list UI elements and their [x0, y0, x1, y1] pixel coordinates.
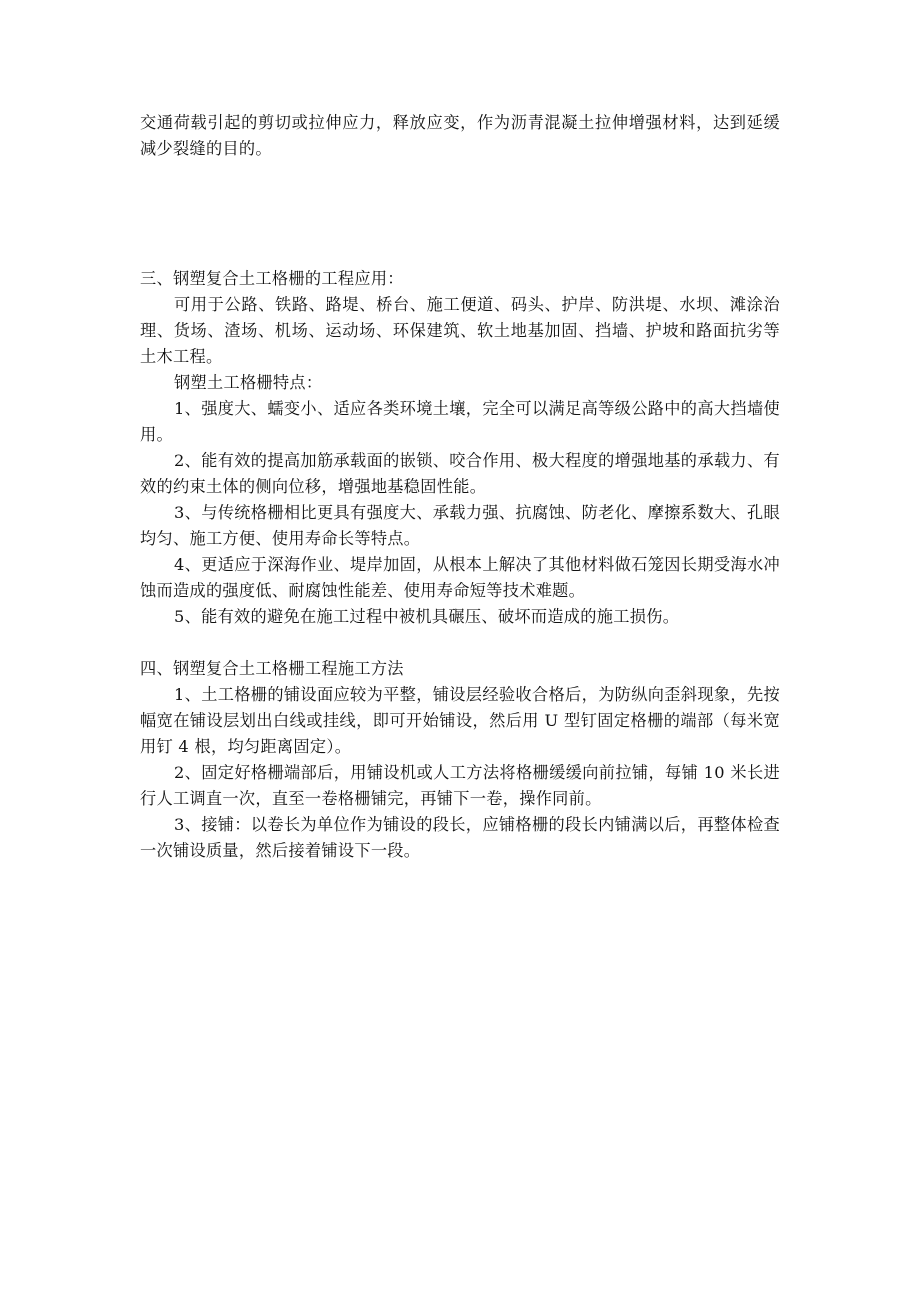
application-paragraph: 可用于公路、铁路、路堤、桥台、施工便道、码头、护岸、防洪堤、水坝、滩涂治理、货场、渣场、机场、运动场、环保建筑、软土地基加固、挡墙、护坡和路面抗劣等土木工程。: [140, 295, 780, 366]
section-gap: [140, 162, 780, 266]
step-item-3: 3、接铺：以卷长为单位作为铺设的段长，应铺格栅的段长内铺满以后，再整体检查一次铺设质量，然后接着铺设下一段。: [140, 815, 780, 860]
feature-item-1: 1、强度大、蠕变小、适应各类环境土壤，完全可以满足高等级公路中的高大挡墙使用。: [140, 399, 780, 444]
feature-item-2: 2、能有效的提高加筋承载面的嵌锁、咬合作用、极大程度的增强地基的承载力、有效的约束土体的侧向位移，增强地基稳固性能。: [140, 451, 780, 496]
section-3-heading: 三、钢塑复合土工格栅的工程应用：: [140, 269, 404, 288]
feature-item-4: 4、更适应于深海作业、堤岸加固，从根本上解决了其他材料做石笼因长期受海水冲蚀而造成的强度低、耐腐蚀性能差、使用寿命短等技术难题。: [140, 555, 780, 600]
step-item-1: 1、土工格栅的铺设面应较为平整，铺设层经验收合格后，为防纵向歪斜现象，先按幅宽在铺设层划出白线或挂线，即可开始铺设，然后用 U 型钉固定格栅的端部（每米宽用钉 4 根，均匀距离固定）。: [140, 685, 780, 756]
section-4-heading: 四、钢塑复合土工格栅工程施工方法: [140, 659, 404, 678]
feature-item-5: 5、能有效的避免在施工过程中被机具碾压、破坏而造成的施工损伤。: [174, 607, 680, 626]
document-body: [140, 110, 780, 864]
section-gap: [140, 630, 780, 656]
feature-item-3: 3、与传统格栅相比更具有强度大、承载力强、抗腐蚀、防老化、摩擦系数大、孔眼均匀、施工方便、使用寿命长等特点。: [140, 503, 780, 548]
step-item-2: 2、固定好格栅端部后，用铺设机或人工方法将格栅缓缓向前拉铺，每铺 10 米长进行人工调直一次，直至一卷格栅铺完，再铺下一卷，操作同前。: [140, 763, 780, 808]
intro-continuation-paragraph: 交通荷载引起的剪切或拉伸应力，释放应变，作为沥青混凝土拉伸增强材料，达到延缓减少裂缝的目的。: [140, 113, 780, 158]
features-heading: 钢塑土工格栅特点：: [174, 373, 323, 392]
